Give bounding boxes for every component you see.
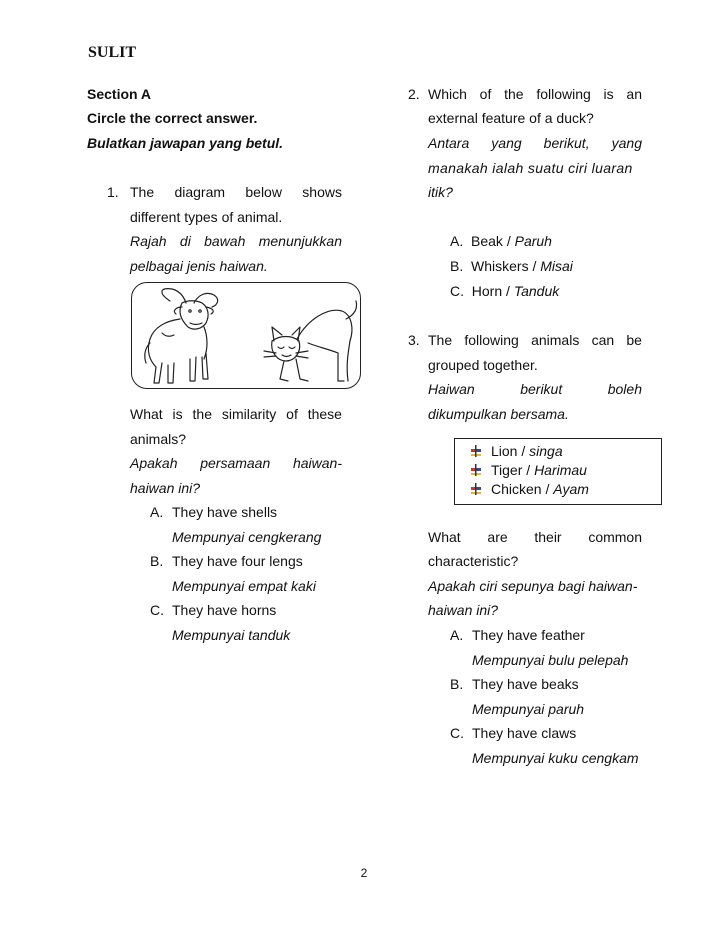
option-letter: C. <box>450 283 464 299</box>
q3-number: 3. <box>408 332 420 348</box>
word: Antara <box>428 135 470 151</box>
word: yang <box>611 135 642 151</box>
word: Rajah <box>130 233 167 249</box>
word: What <box>428 529 461 545</box>
q1-option-a-letter[interactable]: A. <box>150 504 164 520</box>
q3-prompt-en-line2: characteristic? <box>428 553 519 569</box>
slash: / <box>506 283 510 299</box>
word: haiwan- <box>292 455 342 471</box>
q1-prompt-ms-line2: haiwan ini? <box>130 480 201 496</box>
buffalo-drawing <box>145 289 218 383</box>
q1-number: 1. <box>107 184 119 200</box>
q1-option-b-en[interactable]: They have four lengs <box>172 553 303 569</box>
q1-prompt-ms-line1 <box>130 454 342 472</box>
q3-option-a-letter[interactable]: A. <box>450 627 464 643</box>
slash: / <box>532 258 537 274</box>
q2-stem-ms-line3: itik? <box>428 184 453 200</box>
q1-stem-ms-line1 <box>130 232 342 250</box>
option-letter: B. <box>450 258 464 274</box>
q3-stem-en-line1 <box>428 331 642 349</box>
word: yang <box>491 135 522 151</box>
q2-stem-ms-line2: manakah ialah suatu ciri luaran <box>428 160 633 176</box>
instruction-en: Circle the correct answer. <box>87 110 258 126</box>
word: of <box>286 406 298 422</box>
q3-option-a-en[interactable]: They have feather <box>472 627 585 643</box>
q3-option-b-ms: Mempunyai paruh <box>472 701 585 717</box>
q1-option-b-ms: Mempunyai empat kaki <box>172 578 316 594</box>
q2-stem-en-line2: external feature of a duck? <box>428 110 594 126</box>
animal-ms: Harimau <box>534 462 587 478</box>
word: boleh <box>607 381 642 397</box>
option-ms: Tanduk <box>513 283 560 299</box>
word: be <box>626 332 642 348</box>
animal-item-chicken: Chicken / Ayam <box>491 481 589 497</box>
word: their <box>534 529 562 545</box>
q3-prompt-ms-line2: haiwan ini? <box>428 602 499 618</box>
page-number: 2 <box>360 866 368 880</box>
word: The <box>130 184 155 200</box>
word: these <box>307 406 342 422</box>
q1-option-a-ms: Mempunyai cengkerang <box>172 529 322 545</box>
q1-option-c-letter[interactable]: C. <box>150 602 164 618</box>
bullet-pin-icon <box>469 463 483 477</box>
q1-stem-en-line2: different types of animal. <box>130 209 283 225</box>
animal-diagram <box>131 282 361 389</box>
slash: / <box>506 233 511 249</box>
animal-ms: singa <box>529 443 563 459</box>
word: menunjukkan <box>258 233 342 249</box>
header-sulit: SULIT <box>88 44 137 61</box>
word: of <box>479 86 492 102</box>
word: is <box>603 86 614 102</box>
q3-option-c-ms: Mempunyai kuku cengkam <box>472 750 639 766</box>
word: an <box>626 86 642 102</box>
word: Haiwan <box>428 381 475 397</box>
q1-option-a-en[interactable]: They have shells <box>172 504 278 520</box>
q1-prompt-en-line2: animals? <box>130 431 187 447</box>
animal-en: Lion <box>491 443 518 459</box>
q2-number: 2. <box>408 86 420 102</box>
animal-sketch-svg <box>132 283 361 389</box>
animal-list-box <box>454 438 662 505</box>
word: di <box>179 233 191 249</box>
animal-item-tiger: Tiger / Harimau <box>491 462 587 478</box>
q2-option-b[interactable] <box>450 257 573 275</box>
animal-en: Tiger <box>491 462 523 478</box>
animal-item-lion: Lion / singa <box>491 443 563 459</box>
q1-stem-ms-line2: pelbagai jenis haiwan. <box>130 258 268 274</box>
word: can <box>591 332 615 348</box>
q3-option-b-en[interactable]: They have beaks <box>472 676 579 692</box>
q3-option-b-letter[interactable]: B. <box>450 676 464 692</box>
word: diagram <box>174 184 226 200</box>
word: The <box>428 332 453 348</box>
q2-stem-en-line1 <box>428 85 642 103</box>
word: Apakah <box>130 455 178 471</box>
option-en: Beak <box>471 233 503 249</box>
q2-option-c[interactable] <box>450 282 559 300</box>
instruction-ms: Bulatkan jawapan yang betul. <box>87 135 284 151</box>
word: animals <box>531 332 580 348</box>
cat-drawing <box>264 301 357 381</box>
word: following <box>464 332 519 348</box>
q3-stem-ms-line2: dikumpulkan bersama. <box>428 406 569 422</box>
q1-option-c-en[interactable]: They have horns <box>172 602 277 618</box>
word: What <box>130 406 163 422</box>
word: below <box>245 184 282 200</box>
word: shows <box>302 184 342 200</box>
q3-option-c-letter[interactable]: C. <box>450 725 464 741</box>
option-ms: Misai <box>540 258 573 274</box>
word: berikut, <box>543 135 590 151</box>
option-en: Whiskers <box>471 258 529 274</box>
word: persamaan <box>200 455 271 471</box>
word: berikut <box>520 381 563 397</box>
word: following <box>536 86 591 102</box>
word: is <box>172 406 183 422</box>
bullet-pin-icon <box>469 482 483 496</box>
option-letter: A. <box>450 233 464 249</box>
q1-option-b-letter[interactable]: B. <box>150 553 164 569</box>
q1-prompt-en-line1 <box>130 405 342 423</box>
section-title: Section A <box>87 86 152 102</box>
q1-stem-en-line1 <box>130 183 342 201</box>
bullet-pin-icon <box>469 444 483 458</box>
option-en: Horn <box>471 283 503 299</box>
q2-option-a[interactable] <box>450 232 552 250</box>
q3-option-a-ms: Mempunyai bulu pelepah <box>472 652 629 668</box>
q3-prompt-ms-line1: Apakah ciri sepunya bagi haiwan- <box>428 578 638 594</box>
q1-option-c-ms: Mempunyai tanduk <box>172 627 291 643</box>
option-ms: Paruh <box>514 233 552 249</box>
word: Which <box>428 86 467 102</box>
word: similarity <box>221 406 277 422</box>
q2-stem-ms-line1 <box>428 134 642 152</box>
word: bawah <box>204 233 246 249</box>
q3-stem-en-line2: grouped together. <box>428 357 538 373</box>
word: the <box>504 86 524 102</box>
animal-ms: Ayam <box>553 481 589 497</box>
q3-stem-ms-line1 <box>428 380 642 398</box>
word: the <box>192 406 212 422</box>
q3-prompt-en-line1 <box>428 528 642 546</box>
word: common <box>588 529 642 545</box>
word: are <box>487 529 508 545</box>
animal-en: Chicken <box>491 481 542 497</box>
q3-option-c-en[interactable]: They have claws <box>472 725 577 741</box>
